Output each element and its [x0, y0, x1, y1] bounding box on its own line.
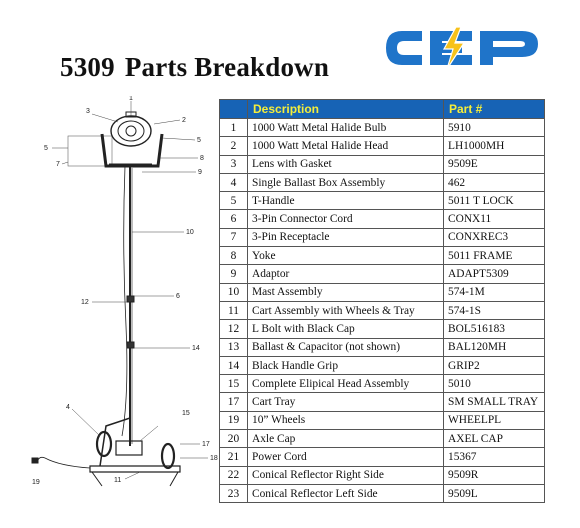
row-number: 3: [220, 155, 248, 173]
table-row: [220, 265, 545, 283]
header-description: Description: [248, 100, 444, 119]
row-description: Black Handle Grip: [248, 356, 444, 374]
row-part-number: 5011 T LOCK: [444, 192, 545, 210]
row-part-number: BAL120MH: [444, 338, 545, 356]
row-number: 22: [220, 466, 248, 484]
row-description: 3-Pin Connector Cord: [248, 210, 444, 228]
table-row: [220, 137, 545, 155]
row-number: 15: [220, 375, 248, 393]
table-row: [220, 430, 545, 448]
row-description: T-Handle: [248, 192, 444, 210]
row-description: Adaptor: [248, 265, 444, 283]
row-part-number: CONXREC3: [444, 228, 545, 246]
row-description: Conical Reflector Right Side: [248, 466, 444, 484]
table-row: [220, 484, 545, 502]
row-description: 10” Wheels: [248, 411, 444, 429]
row-number: 14: [220, 356, 248, 374]
row-part-number: 5011 FRAME: [444, 247, 545, 265]
callout-3: 3: [86, 108, 90, 115]
row-description: Cart Assembly with Wheels & Tray: [248, 301, 444, 319]
callout-5b: 5: [197, 137, 201, 144]
table-row: [220, 247, 545, 265]
row-part-number: 9509R: [444, 466, 545, 484]
row-part-number: WHEELPL: [444, 411, 545, 429]
row-description: Axle Cap: [248, 430, 444, 448]
row-part-number: 15367: [444, 448, 545, 466]
header-number: [220, 100, 248, 119]
row-description: L Bolt with Black Cap: [248, 320, 444, 338]
table-row: [220, 210, 545, 228]
callout-18: 18: [210, 455, 218, 462]
page-title: [60, 52, 329, 83]
callout-19: 19: [32, 479, 40, 486]
row-description: Mast Assembly: [248, 283, 444, 301]
table-row: [220, 356, 545, 374]
table-row: [220, 466, 545, 484]
row-part-number: 9509E: [444, 155, 545, 173]
row-part-number: LH1000MH: [444, 137, 545, 155]
row-number: 17: [220, 393, 248, 411]
row-number: 11: [220, 301, 248, 319]
callout-15: 15: [182, 410, 190, 417]
callout-5a: 5: [44, 145, 48, 152]
table-row: [220, 119, 545, 137]
callout-6: 6: [176, 293, 180, 300]
row-number: 20: [220, 430, 248, 448]
parts-table: [219, 99, 545, 503]
table-row: [220, 375, 545, 393]
row-part-number: 5910: [444, 119, 545, 137]
row-description: Single Ballast Box Assembly: [248, 173, 444, 191]
row-number: 19: [220, 411, 248, 429]
row-number: 2: [220, 137, 248, 155]
row-part-number: CONX11: [444, 210, 545, 228]
title-text: Parts Breakdown: [124, 52, 330, 82]
row-part-number: 462: [444, 173, 545, 191]
row-number: 9: [220, 265, 248, 283]
row-number: 12: [220, 320, 248, 338]
row-part-number: ADAPT5309: [444, 265, 545, 283]
row-description: Lens with Gasket: [248, 155, 444, 173]
row-number: 23: [220, 484, 248, 502]
callout-4: 4: [66, 404, 70, 411]
parts-diagram: [30, 96, 220, 496]
row-description: 1000 Watt Metal Halide Head: [248, 137, 444, 155]
row-part-number: GRIP2: [444, 356, 545, 374]
row-number: 21: [220, 448, 248, 466]
row-description: 1000 Watt Metal Halide Bulb: [248, 119, 444, 137]
row-number: 13: [220, 338, 248, 356]
callout-8: 8: [200, 155, 204, 162]
row-description: 3-Pin Receptacle: [248, 228, 444, 246]
row-number: 10: [220, 283, 248, 301]
callout-2: 2: [182, 117, 186, 124]
table-row: [220, 301, 545, 319]
row-number: 4: [220, 173, 248, 191]
table-row: [220, 283, 545, 301]
table-row: [220, 448, 545, 466]
callout-1: 1: [129, 96, 133, 102]
row-description: Cart Tray: [248, 393, 444, 411]
callout-9: 9: [198, 169, 202, 176]
callout-12: 12: [81, 299, 89, 306]
row-number: 7: [220, 228, 248, 246]
callout-7: 7: [56, 161, 60, 168]
row-part-number: 574-1M: [444, 283, 545, 301]
table-row: [220, 411, 545, 429]
callout-17: 17: [202, 441, 210, 448]
row-number: 6: [220, 210, 248, 228]
row-number: 8: [220, 247, 248, 265]
row-description: Conical Reflector Left Side: [248, 484, 444, 502]
table-row: [220, 338, 545, 356]
cep-logo: [382, 25, 548, 71]
callout-14: 14: [192, 345, 200, 352]
row-part-number: 574-1S: [444, 301, 545, 319]
table-row: [220, 228, 545, 246]
row-part-number: 5010: [444, 375, 545, 393]
table-row: [220, 192, 545, 210]
model-number: 5309: [60, 52, 115, 82]
row-description: Power Cord: [248, 448, 444, 466]
row-part-number: AXEL CAP: [444, 430, 545, 448]
row-part-number: 9509L: [444, 484, 545, 502]
header-part-number: Part #: [444, 100, 545, 119]
row-description: Yoke: [248, 247, 444, 265]
row-description: Complete Elipical Head Assembly: [248, 375, 444, 393]
table-row: [220, 155, 545, 173]
row-number: 1: [220, 119, 248, 137]
callout-11: 11: [114, 477, 122, 484]
row-description: Ballast & Capacitor (not shown): [248, 338, 444, 356]
callout-10: 10: [186, 229, 194, 236]
table-row: [220, 393, 545, 411]
row-number: 5: [220, 192, 248, 210]
table-header-row: [220, 100, 545, 119]
table-row: [220, 173, 545, 191]
row-part-number: BOL516183: [444, 320, 545, 338]
table-row: [220, 320, 545, 338]
row-part-number: SM SMALL TRAY: [444, 393, 545, 411]
